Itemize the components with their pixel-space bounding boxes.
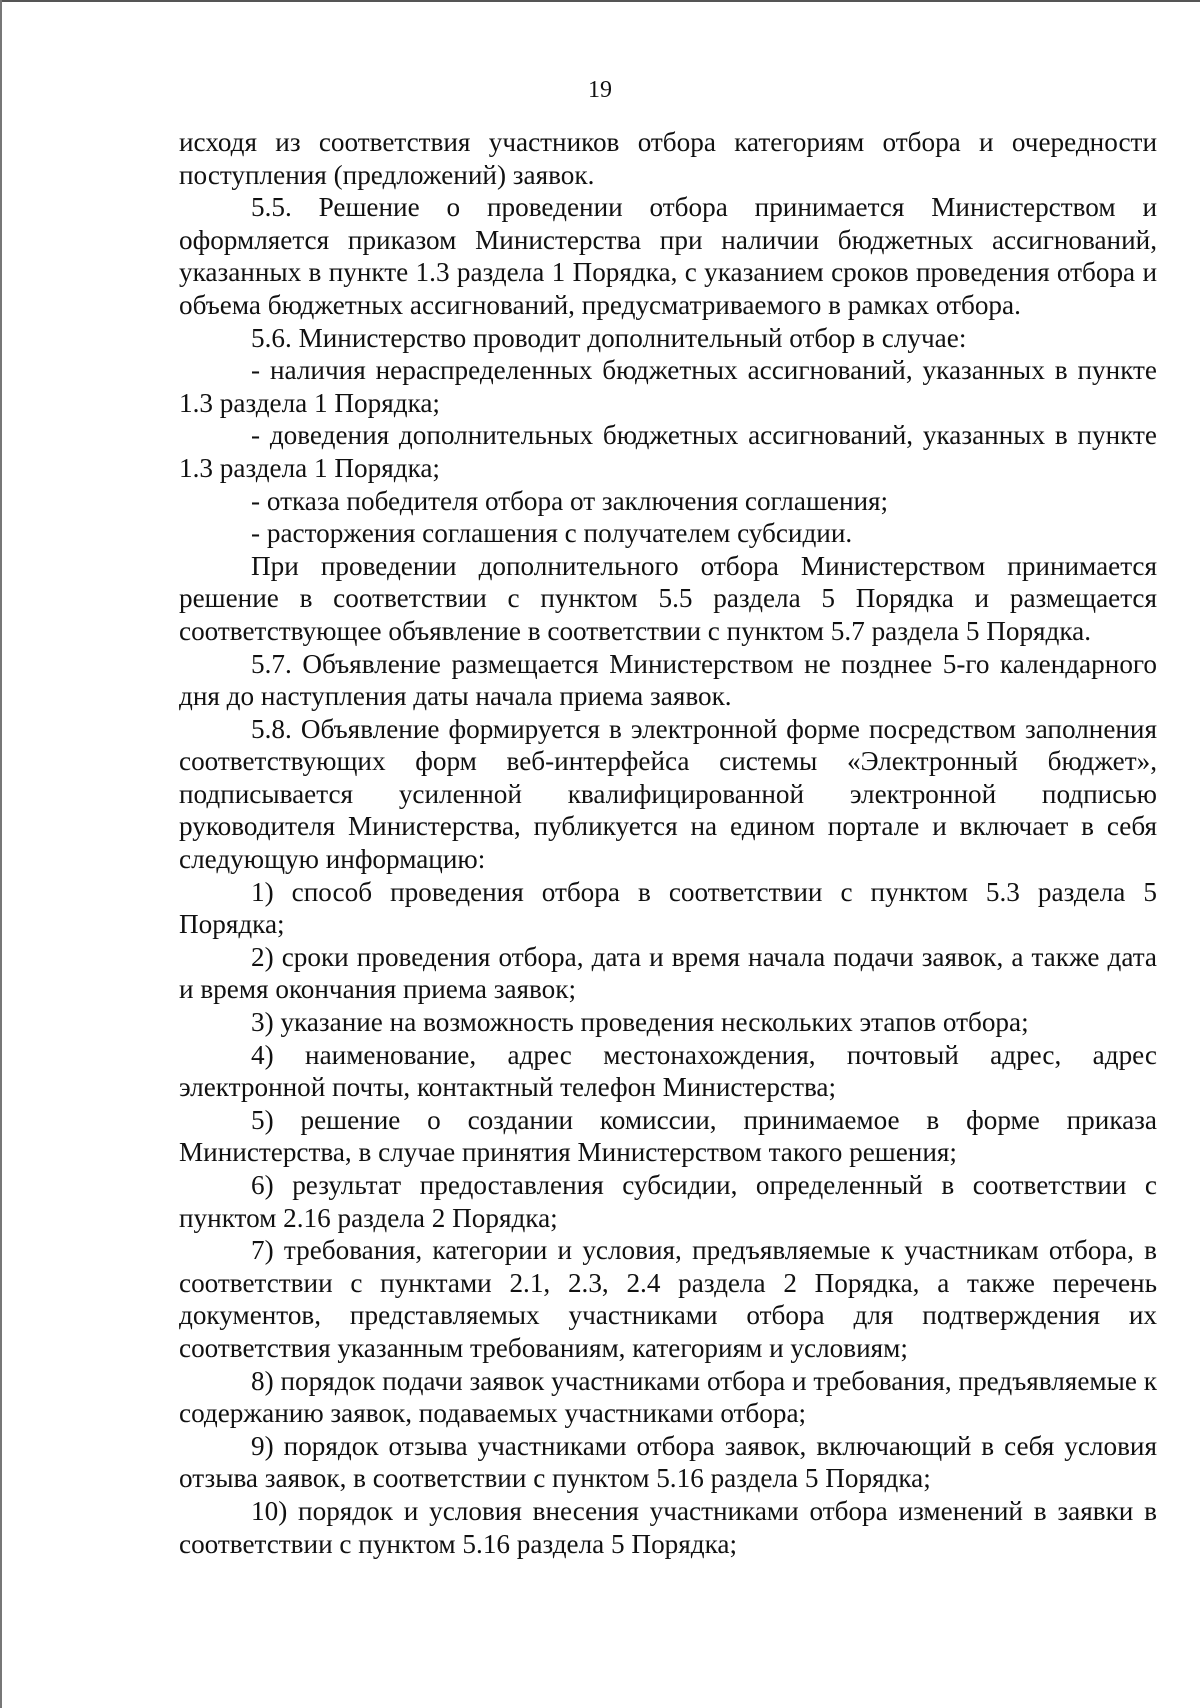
page-number: 19 xyxy=(588,77,612,103)
list-item: 8) порядок подачи заявок участниками отбора и требования, предъявляемые к содержанию заявок, подаваемых участниками отбора; xyxy=(179,1365,1157,1429)
scan-border-top xyxy=(0,0,1200,2)
list-item: - наличия нераспределенных бюджетных ассигнований, указанных в пункте 1.3 раздела 1 Порядка; xyxy=(179,355,1157,418)
list-item: 3) указание на возможность проведения нескольких этапов отбора; xyxy=(251,1007,1029,1038)
list-item: 9) порядок отзыва участниками отбора заявок, включающий в себя условия отзыва заявок, в соответствии с пунктом 5.16 раздела 5 Порядка; xyxy=(179,1430,1157,1494)
list-item: 6) результат предоставления субсидии, определенный в соответствии с пунктом 2.16 раздела 2 Порядка; xyxy=(179,1170,1157,1233)
list-item: - доведения дополнительных бюджетных ассигнований, указанных в пункте 1.3 раздела 1 Порядка; xyxy=(179,420,1157,483)
paragraph: 5.5. Решение о проведении отбора принимается Министерством и оформляется приказом Министерства при наличии бюджетных ассигнований, указанных в пункте 1.3 раздела 1 Порядка, с указанием сроков проведения отбора и объема бюджетных ассигнований, предусматриваемого в рамках отбора. xyxy=(179,192,1157,320)
list-item: 1) способ проведения отбора в соответствии с пунктом 5.3 раздела 5 Порядка; xyxy=(179,876,1157,940)
paragraph: При проведении дополнительного отбора Министерством принимается решение в соответствии с пунктом 5.5 раздела 5 Порядка и размещается соответствующее объявление в соответствии с пунктом 5.7 раздела 5 Порядка. xyxy=(179,550,1157,646)
list-item: 4) наименование, адрес местонахождения, почтовый адрес, адрес электронной почты, контактный телефон Министерства; xyxy=(179,1039,1157,1103)
paragraph: 5.6. Министерство проводит дополнительный отбор в случае: xyxy=(251,322,967,353)
list-item: 10) порядок и условия внесения участниками отбора изменений в заявки в соответствии с пунктом 5.16 раздела 5 Порядка; xyxy=(179,1495,1157,1559)
list-item: - отказа победителя отбора от заключения соглашения; xyxy=(251,485,889,516)
list-item: 7) требования, категории и условия, предъявляемые к участникам отбора, в соответствии с пунктами 2.1, 2.3, 2.4 раздела 2 Порядка, а также перечень документов, представляемых участниками отбора для подтверждения их соответствия указанным требованиям, категориям и условиям; xyxy=(179,1235,1157,1363)
list-item: 2) сроки проведения отбора, дата и время начала подачи заявок, а также дата и время окончания приема заявок; xyxy=(179,941,1157,1005)
paragraph: 5.7. Объявление размещается Министерством не позднее 5-го календарного дня до наступления даты начала приема заявок. xyxy=(179,648,1157,712)
scan-border-left xyxy=(0,0,2,1708)
list-item: 5) решение о создании комиссии, принимаемое в форме приказа Министерства, в случае принятия Министерством такого решения; xyxy=(179,1104,1157,1168)
paragraph: исходя из соответствия участников отбора категориям отбора и очередности поступления (предложений) заявок. xyxy=(179,127,1157,190)
document-body xyxy=(179,126,1157,1560)
paragraph: 5.8. Объявление формируется в электронной форме посредством заполнения соответствующих форм веб-интерфейса системы «Электронный бюджет», подписывается усиленной квалифицированной электронной подписью руководителя Министерства, публикуется на едином портале и включает в себя следующую информацию: xyxy=(179,713,1157,875)
list-item: - расторжения соглашения с получателем субсидии. xyxy=(251,518,853,549)
